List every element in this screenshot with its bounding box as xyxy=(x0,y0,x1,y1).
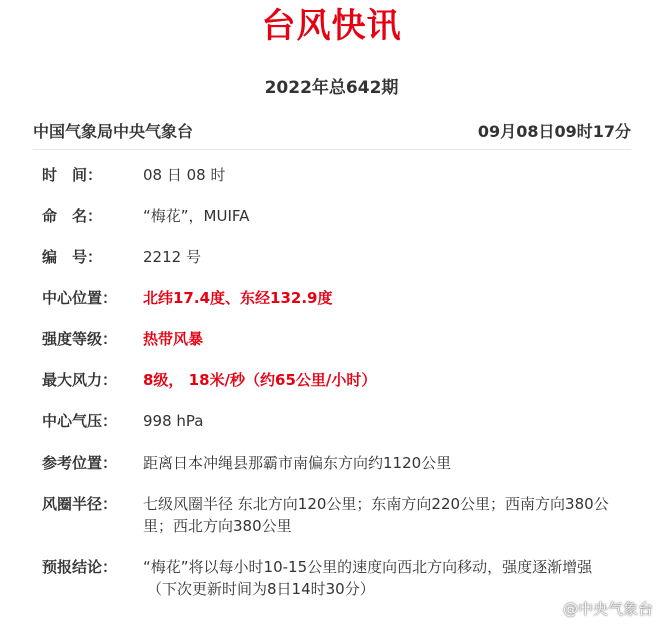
row-value: 2212 号 xyxy=(143,248,201,266)
row-value: 08 日 08 时 xyxy=(143,166,226,184)
page-title: 台风快讯 xyxy=(261,6,402,46)
weibo-icon xyxy=(537,599,559,617)
row-value: 8级， 18米/秒（约65公里/小时） xyxy=(143,371,377,389)
row-label: 强度等级： xyxy=(42,330,118,348)
row-value: 七级风圈半径 东北方向120公里；东南方向220公里；西南方向380公里；西北方向380公里 xyxy=(143,495,609,535)
row-label: 中心位置： xyxy=(42,289,118,307)
issue-number: 2022年总642期 xyxy=(264,78,399,98)
row-label: 参考位置： xyxy=(42,454,118,472)
row-label: 中心气压： xyxy=(42,412,118,430)
issued-time: 09月08日09时17分 xyxy=(477,122,631,141)
row-label: 命 名： xyxy=(42,207,103,225)
watermark-text: @中央气象台 xyxy=(562,599,653,618)
bulletin-header xyxy=(33,120,631,144)
row-value: “梅花”，MUIFA xyxy=(143,207,250,225)
row-value: 热带风暴 xyxy=(143,330,204,348)
row-label: 编 号： xyxy=(42,248,103,266)
weibo-watermark xyxy=(537,596,653,620)
row-label: 最大风力： xyxy=(42,371,118,389)
row-value: 998 hPa xyxy=(143,412,204,430)
header-divider xyxy=(33,149,631,150)
forecast-update-note: （下次更新时间为8日14时30分） xyxy=(147,580,375,598)
row-label: 预报结论： xyxy=(42,558,118,576)
row-label: 时 间： xyxy=(42,166,103,184)
row-label: 风圈半径： xyxy=(42,495,118,513)
row-value: 北纬17.4度、东经132.9度 xyxy=(143,289,333,307)
forecast-text: “梅花”将以每小时10-15公里的速度向西北方向移动，强度逐渐增强 xyxy=(143,558,593,576)
agency-name: 中国气象局中央气象台 xyxy=(33,122,194,141)
row-value xyxy=(143,556,632,600)
row-value: 距离日本冲绳县那霸市南偏东方向约1120公里 xyxy=(143,454,452,472)
